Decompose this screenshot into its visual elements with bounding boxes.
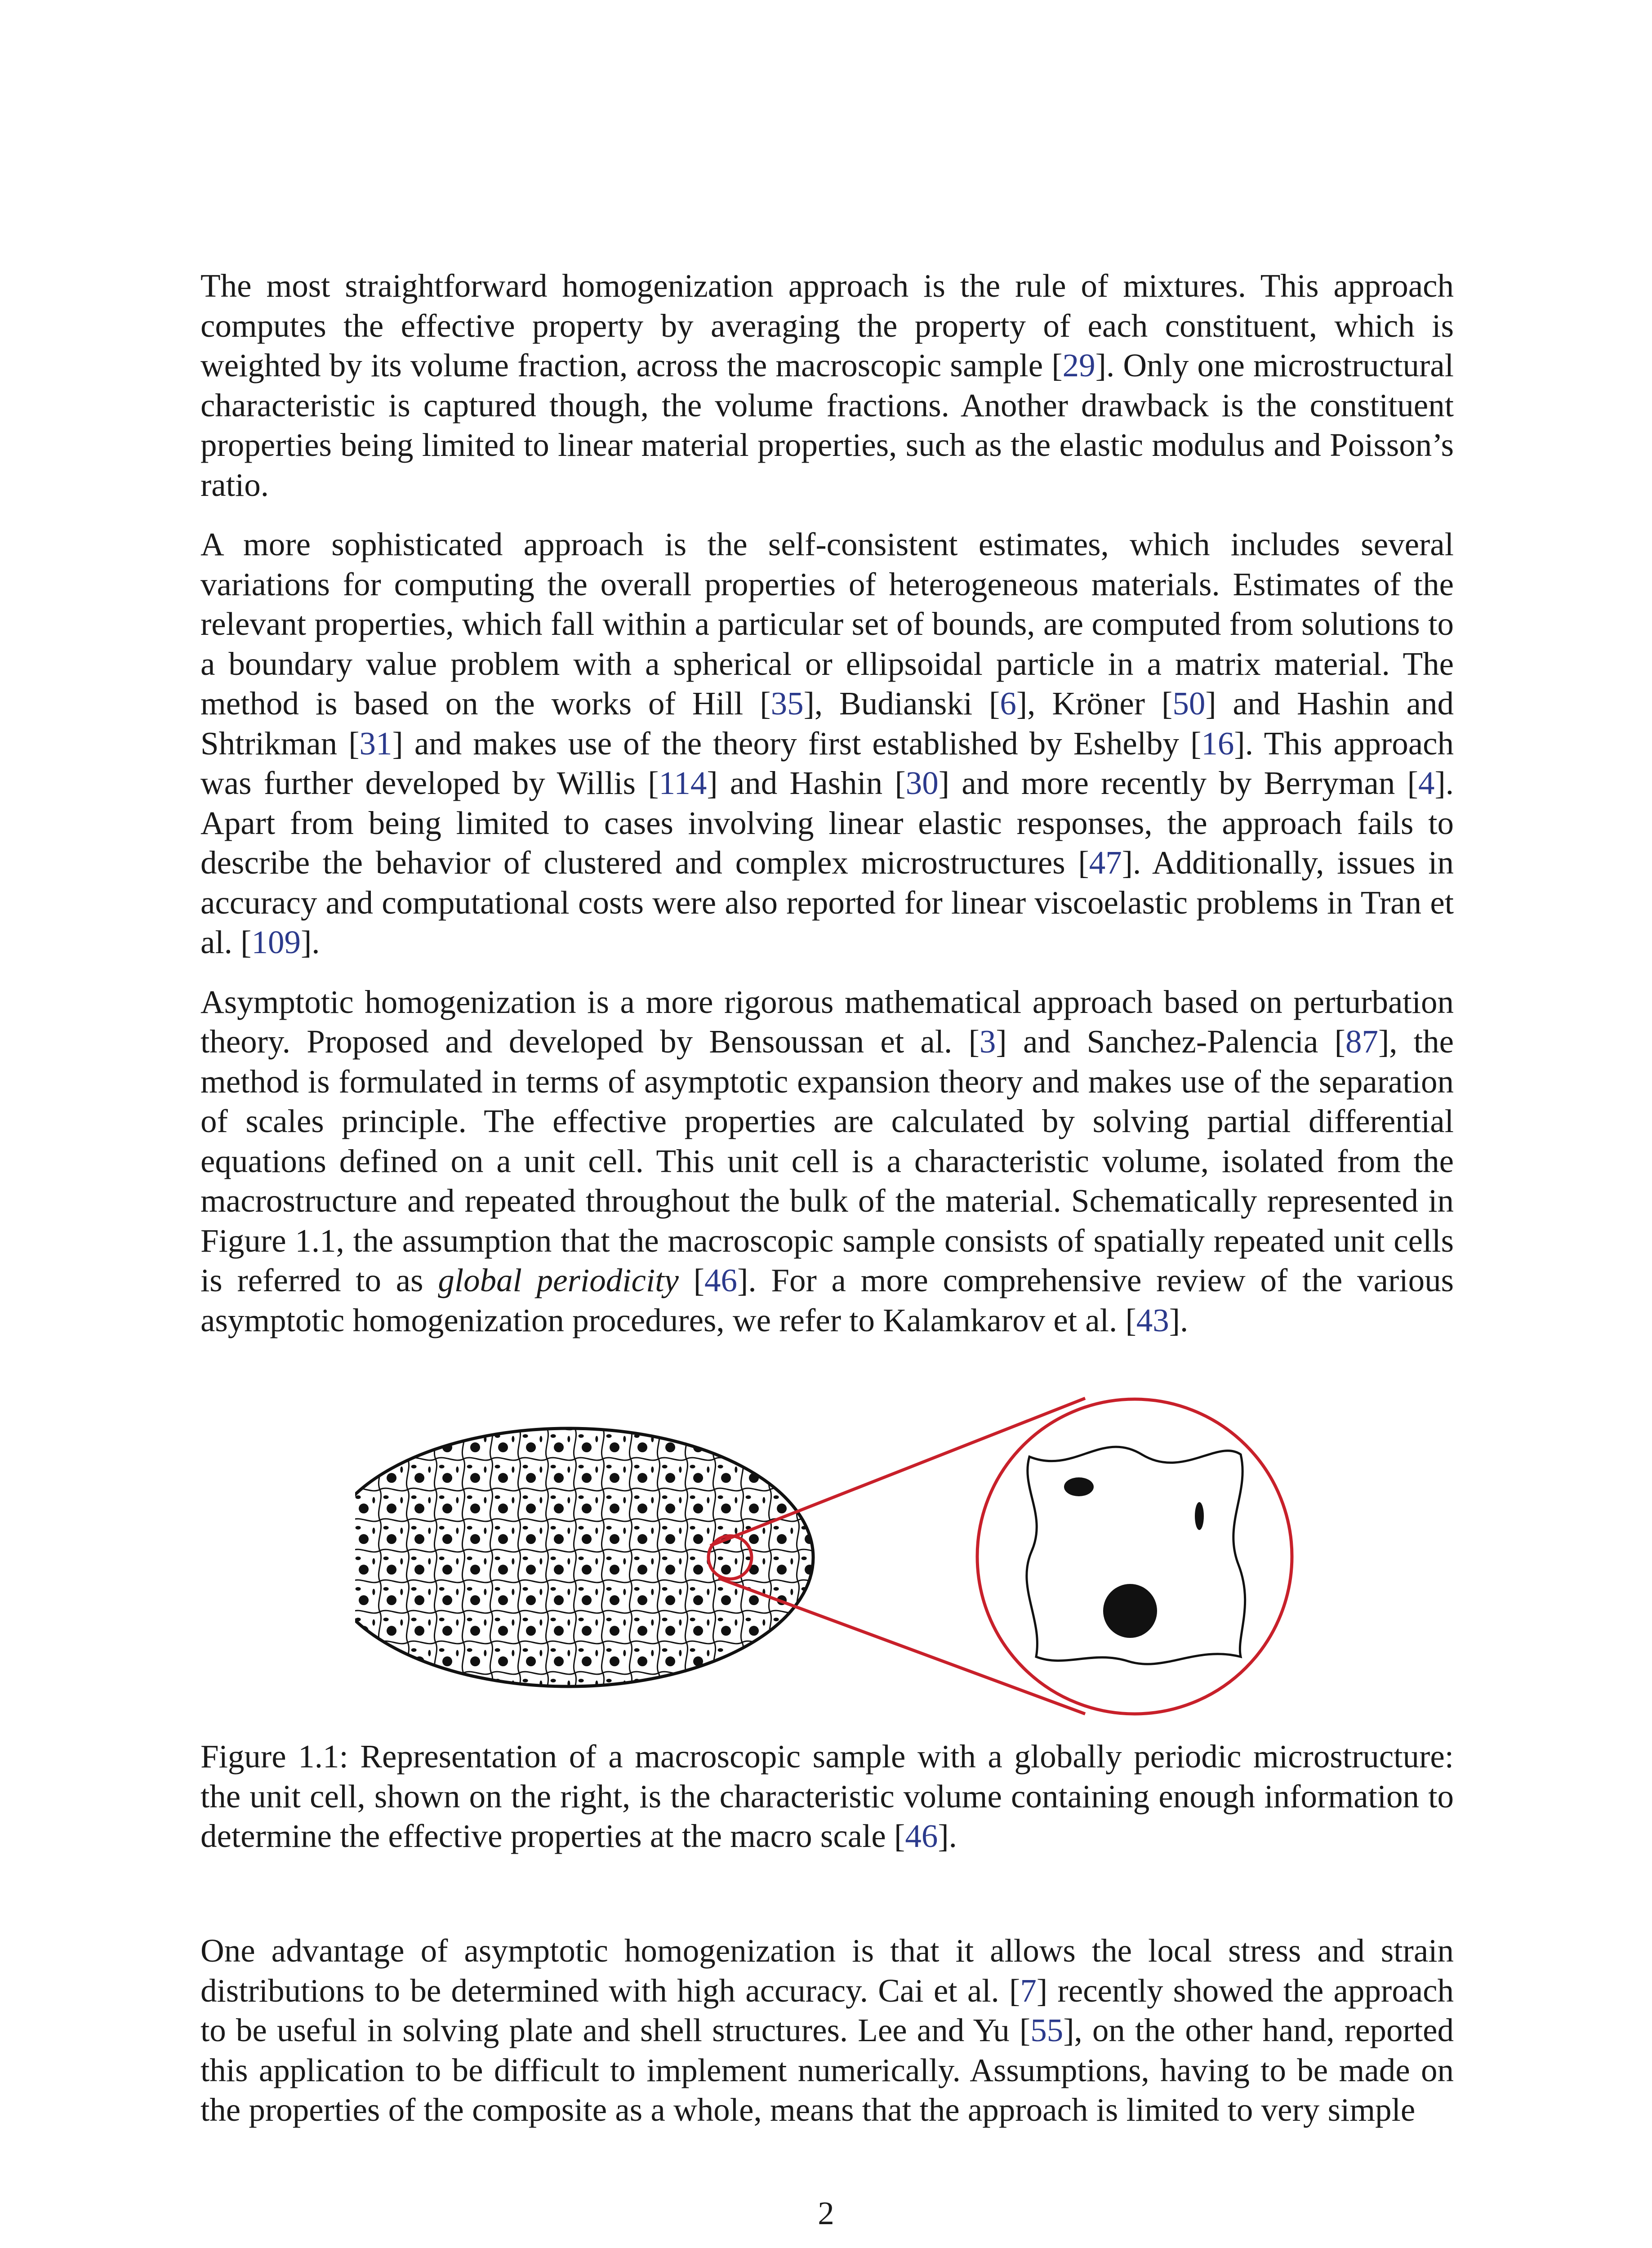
figure-caption: Figure 1.1: Representation of a macroscopic sample with a globally periodic microstructure: the unit cell, shown on the right, is the characteristic volume containing enough information to determine the effective properties at the macro scale [46].: [200, 1738, 1454, 1854]
citation-link[interactable]: 29: [1062, 347, 1095, 384]
figure-illustration: [355, 1376, 1299, 1722]
citation-link[interactable]: 35: [770, 685, 804, 722]
citation-link[interactable]: 46: [704, 1262, 738, 1298]
citation-link[interactable]: 4: [1418, 765, 1435, 801]
paragraph-asymptotic-homogenization: Asymptotic homogenization is a more rigorous mathematical approach based on perturbation theory. Proposed and developed by Bensoussan et al. [3] and Sanchez-Palencia [87], the method is formulated in terms of asymptotic expansion theory and makes use of the separation of scales principle. The effective properties are calculated by solving partial differential equations defined on a unit cell. This unit cell is a characteristic volume, isolated from the macrostructure and repeated throughout the bulk of the material. Schematically represented in Figure 1.1, the assumption that the macroscopic sample consists of spatially repeated unit cells is referred to as global periodicity [46]. For a more comprehensive review of the various asymptotic homogenization procedures, we refer to Kalamkarov et al. [43].: [200, 983, 1454, 1338]
citation-link[interactable]: 114: [659, 765, 707, 801]
italic-term: global periodicity: [438, 1262, 679, 1298]
citation-link[interactable]: 43: [1136, 1302, 1169, 1338]
paragraph-advantage: One advantage of asymptotic homogenization is that it allows the local stress and strain distributions to be determined with high accuracy. Cai et al. [7] recently showed the approach to be useful in solving plate and shell structures. Lee and Yu [55], on the other hand, reported this application to be difficult to implement numerically. Assumptions, having to be made on the properties of the composite as a whole, means that the approach is limited to very simple: [200, 1932, 1454, 2128]
page-number: 2: [818, 2195, 834, 2231]
citation-link[interactable]: 7: [1020, 1972, 1037, 2009]
figure-unit-cell: [355, 1376, 1299, 1722]
citation-link[interactable]: 6: [1000, 685, 1016, 722]
citation-link[interactable]: 46: [905, 1818, 938, 1854]
citation-link[interactable]: 55: [1030, 2012, 1064, 2048]
citation-link[interactable]: 16: [1201, 725, 1234, 762]
citation-link[interactable]: 109: [251, 924, 301, 960]
citation-link[interactable]: 31: [359, 725, 392, 762]
citation-link[interactable]: 30: [905, 765, 939, 801]
paragraph-self-consistent: A more sophisticated approach is the self-consistent estimates, which includes several variations for computing the overall properties of heterogeneous materials. Estimates of the relevant properties, which fall within a particular set of bounds, are computed from solutions to a boundary value problem with a spherical or ellipsoidal particle in a matrix material. The method is based on the works of Hill [35], Budianski [6], Kröner [50] and Hashin and Shtrikman [31] and makes use of the theory first established by Eshelby [16]. This approach was further developed by Willis [114] and Hashin [30] and more recently by Berryman [4]. Apart from being limited to cases involving linear elastic responses, the approach fails to describe the behavior of clustered and complex microstructures [47]. Additionally, issues in accuracy and computational costs were also reported for linear viscoelastic problems in Tran et al. [109].: [200, 526, 1454, 960]
citation-link[interactable]: 87: [1345, 1023, 1378, 1060]
body-text-top: [200, 266, 1454, 1340]
citation-link[interactable]: 50: [1172, 685, 1206, 722]
unit-cell-zoom: [977, 1399, 1292, 1714]
paragraph-rule-of-mixtures: The most straightforward homogenization approach is the rule of mixtures. This approach computes the effective property by averaging the property of each constituent, which is weighted by its volume fraction, across the macroscopic sample [29]. Only one microstructural characteristic is captured though, the volume fractions. Another drawback is the constituent properties being limited to linear material properties, such as the elastic modulus and Poisson’s ratio.: [200, 268, 1454, 503]
citation-link[interactable]: 47: [1089, 844, 1122, 881]
citation-link[interactable]: 3: [979, 1023, 996, 1060]
macroscopic-sample-ellipse: [355, 1396, 855, 1722]
